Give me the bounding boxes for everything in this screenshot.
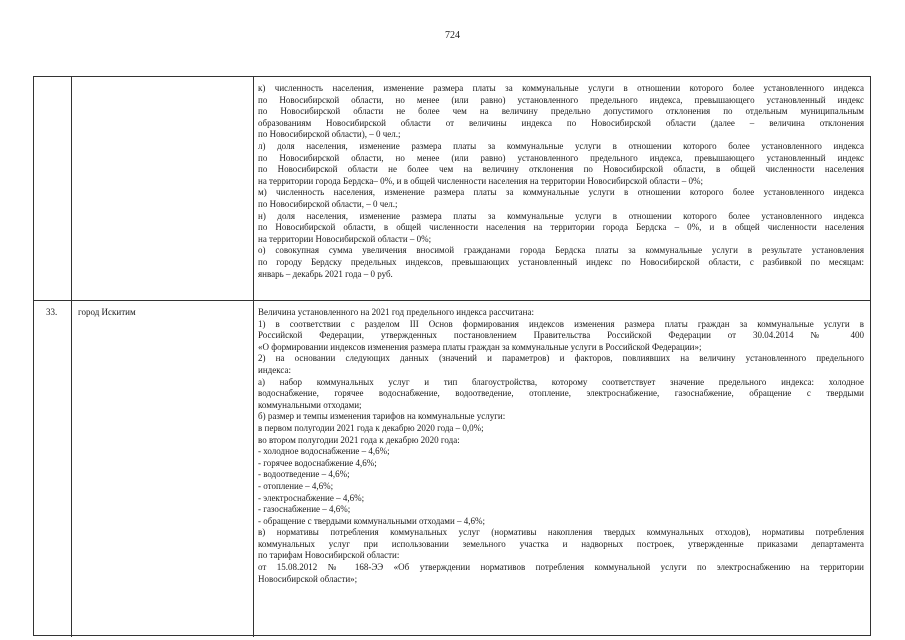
text-line: по Новосибирской области не более чем на величину предельно допустимого отклонения по отдельным муниципальным bbox=[258, 106, 864, 117]
text-line: январь – декабрь 2021 года – 0 руб. bbox=[258, 268, 393, 279]
text-line: о) совокупная сумма увеличения вносимой гражданами города Бердска платы за коммунальные услуги в результате установления bbox=[258, 245, 864, 256]
text-line: б) размер и темпы изменения тарифов на коммунальные услуги: bbox=[258, 411, 506, 422]
text-line: л) доля населения, изменение размера платы за коммунальные услуги в отношении которого более установленного индекса bbox=[258, 140, 864, 151]
text-line: - электроснабжение – 4,6%; bbox=[258, 492, 365, 503]
text-line: Новосибирской области»; bbox=[258, 573, 358, 584]
text-line: - водоотведение – 4,6%; bbox=[258, 469, 350, 480]
text-line: - холодное водоснабжение – 4,6%; bbox=[258, 446, 390, 457]
text-line: Величина установленного на 2021 год предельного индекса рассчитана: bbox=[258, 307, 534, 317]
text-line: по тарифам Новосибирской области: bbox=[258, 550, 400, 561]
description-cell bbox=[254, 77, 870, 280]
text-line: на территории города Бердска– 0%, и в общей численности населения на территории Новосибирской области – 0%; bbox=[258, 175, 704, 186]
text-line: - горячее водоснабжение 4,6%; bbox=[258, 457, 377, 468]
text-line: - газоснабжение – 4,6%; bbox=[258, 504, 351, 515]
text-line: 1) в соответствии с разделом III Основ формирования индексов изменения размера платы граждан за коммунальные услуги в bbox=[258, 318, 864, 329]
text-line: по Новосибирской области, – 0 чел.; bbox=[258, 198, 398, 209]
text-line: Российской Федерации, утвержденных постановлением Правительства Российской Федерации от 30.04.2014 № 400 bbox=[258, 330, 864, 341]
text-line: по Новосибирской области, в общей численности населения на территории города Бердска – 0%, и в общей численности населения bbox=[258, 222, 864, 233]
text-line: на территории Новосибирской области – 0%; bbox=[258, 233, 432, 244]
row-number-cell bbox=[34, 77, 72, 300]
text-line: водоснабжение, горячее водоснабжение, водоотведение, отопление, электроснабжение, газоснабжение, обращение с твердыми bbox=[258, 388, 864, 399]
text-line: коммунальными отходами; bbox=[258, 399, 362, 410]
description-cell bbox=[254, 301, 870, 585]
table-row bbox=[34, 301, 870, 637]
text-line: индекса: bbox=[258, 364, 291, 375]
page-number: 724 bbox=[445, 30, 460, 41]
text-line: по Новосибирской области, но менее (или равно) установленного предельного индекса, превышающего установленный индекс bbox=[258, 94, 864, 105]
text-line: коммунальных услуг при использовании земельного участка и надворных построек, утвержденные приказами департамента bbox=[258, 538, 864, 549]
municipality-cell: город Искитим bbox=[72, 301, 254, 637]
text-line: по Новосибирской области, но менее (или равно) установленного предельного индекса, превышающего установленный индекс bbox=[258, 152, 864, 163]
text-line: в первом полугодии 2021 года к декабрю 2020 года – 0,0%; bbox=[258, 422, 484, 433]
text-line: «О формировании индексов изменения размера платы граждан за коммунальные услуги в Российской Федерации»; bbox=[258, 341, 702, 352]
text-line: в) нормативы потребления коммунальных услуг (нормативы накопления твердых коммунальных отходов), нормативы потребления bbox=[258, 527, 864, 538]
text-line: по Новосибирской области не более чем на величину отклонения по Новосибирской области, в общей численности населения bbox=[258, 164, 864, 175]
text-line: м) численность населения, изменение размера платы за коммунальные услуги в отношении которого более установленного индекса bbox=[258, 187, 864, 198]
text-line: - обращение с твердыми коммунальными отходами – 4,6%; bbox=[258, 515, 486, 526]
text-line: - отопление – 4,6%; bbox=[258, 480, 334, 491]
text-line: к) численность населения, изменение размера платы за коммунальные услуги в отношении которого более установленного индекса bbox=[258, 83, 864, 93]
municipality-cell bbox=[72, 77, 254, 300]
text-line: от 15.08.2012 № 168-ЭЭ «Об утверждении нормативов потребления коммунальной услуги по электроснабжению на территории bbox=[258, 562, 864, 573]
row-number-cell: 33. bbox=[34, 301, 72, 637]
text-line: по городу Бердску предельных индексов, превышающих установленный индекс по Новосибирской области, с разбивкой по месяцам: bbox=[258, 256, 864, 267]
text-line: н) доля населения, изменение размера платы за коммунальные услуги в отношении которого более установленного индекса bbox=[258, 210, 864, 221]
text-line: 2) на основании следующих данных (значений и параметров) и факторов, повлиявших на величину установленного предельного bbox=[258, 353, 864, 364]
text-line: во втором полугодии 2021 года к декабрю 2020 года: bbox=[258, 434, 460, 445]
table-row bbox=[34, 77, 870, 301]
text-line: а) набор коммунальных услуг и тип благоустройства, которому соответствует значение предельного индекса: холодное bbox=[258, 376, 864, 387]
text-line: по Новосибирской области), – 0 чел.; bbox=[258, 129, 401, 140]
document-table bbox=[33, 76, 871, 636]
text-line: образованиям Новосибирской области от величины индекса по Новосибирской области (далее – величина отклонения bbox=[258, 117, 864, 128]
